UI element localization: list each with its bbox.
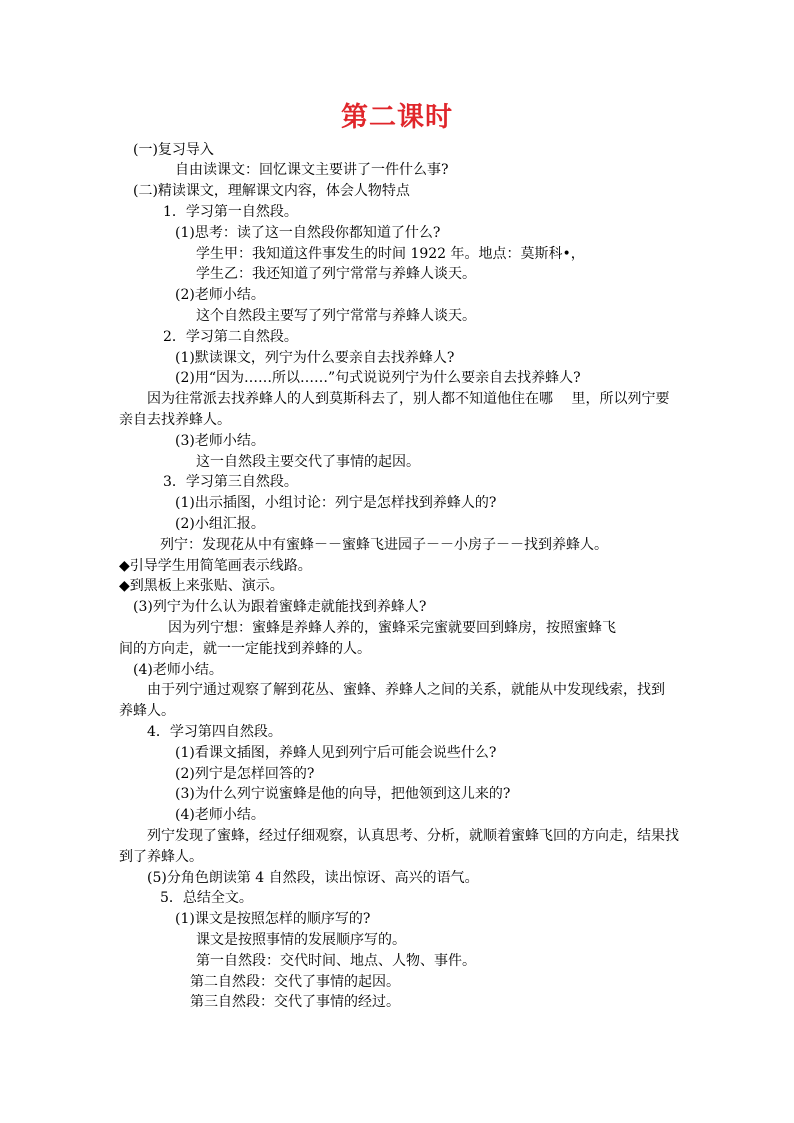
text-line: 第三自然段：交代了事情的经过。 [190, 994, 400, 1010]
text-line: 1．学习第一自然段。 [163, 204, 298, 220]
text-line: 到了养蜂人。 [119, 849, 203, 865]
text-line: (1)课文是按照怎样的顺序写的? [175, 911, 371, 927]
text-line: (1)思考：读了这一自然段你都知道了什么? [175, 225, 441, 241]
text-line: (5)分角色朗读第 4 自然段，读出惊讶、高兴的语气。 [147, 870, 479, 886]
text-line: (4)老师小结。 [175, 807, 265, 823]
text-line: (2)用“因为……所以……”句式说说列宁为什么要亲自去找养蜂人? [175, 370, 581, 386]
text-line: (2)老师小结。 [175, 287, 265, 303]
text-line: (3)为什么列宁说蜜蜂是他的向导，把他领到这儿来的? [175, 786, 511, 802]
text-line: (3)老师小结。 [175, 433, 265, 449]
text-line: 5．总结全文。 [160, 890, 253, 906]
text-line: (1)出示插图，小组讨论：列宁是怎样找到养蜂人的? [175, 495, 497, 511]
text-line: 自由读课文：回忆课文主要讲了一件什么事? [175, 162, 449, 178]
text-line: 这个自然段主要写了列宁常常与养蜂人谈天。 [196, 308, 476, 324]
text-line: (4)老师小结。 [133, 662, 223, 678]
text-line: 亲自去找养蜂人。 [119, 412, 231, 428]
text-line: 学生甲：我知道这件事发生的时间 1922 年。地点：莫斯科•， [196, 246, 585, 262]
text-line: 学生乙：我还知道了列宁常常与养蜂人谈天。 [196, 266, 476, 282]
text-line: 这一自然段主要交代了事情的起因。 [196, 454, 420, 470]
text-line: (二)精读课文，理解课文内容，体会人物特点 [133, 183, 410, 199]
text-line: 因为列宁想：蜜蜂是养蜂人养的，蜜蜂采完蜜就要回到蜂房，按照蜜蜂飞 [168, 620, 616, 636]
text-line: (1)看课文插图，养蜂人见到列宁后可能会说些什么? [175, 745, 497, 761]
text-line: 列宁：发现花从中有蜜蜂－－蜜蜂飞进园子－－小房子－－找到养蜂人。 [160, 537, 608, 553]
text-line: ◆引导学生用简笔画表示线路。 [119, 558, 312, 574]
text-line: 4．学习第四自然段。 [147, 724, 282, 740]
text-line: 2．学习第二自然段。 [163, 329, 298, 345]
text-line: ◆到黑板上来张贴、演示。 [119, 578, 284, 594]
text-line: 养蜂人。 [119, 703, 175, 719]
text-line: 第一自然段：交代时间、地点、人物、事件。 [196, 953, 476, 969]
text-line: 3．学习第三自然段。 [163, 474, 298, 490]
text-line: 间的方向走，就一一定能找到养蜂的人。 [119, 641, 371, 657]
text-line: 第二自然段：交代了事情的起因。 [190, 974, 400, 990]
text-line: 列宁发现了蜜蜂，经过仔细观察，认真思考、分析，就顺着蜜蜂飞回的方向走，结果找 [147, 828, 679, 844]
text-line: (2)列宁是怎样回答的? [175, 766, 315, 782]
text-line: 因为往常派去找养蜂人的人到莫斯科去了，别人都不知道他住在哪 里，所以列宁要 [147, 391, 670, 407]
page-title: 第二课时 [341, 102, 453, 133]
text-line: (3)列宁为什么认为跟着蜜蜂走就能找到养蜂人? [133, 599, 427, 615]
text-line: 课文是按照事情的发展顺序写的。 [196, 932, 406, 948]
text-line: (1)默读课文，列宁为什么要亲自去找养蜂人? [175, 350, 455, 366]
text-line: (2)小组汇报。 [175, 516, 265, 532]
text-line: 由于列宁通过观察了解到花丛、蜜蜂、养蜂人之间的关系，就能从中发现线索，找到 [147, 682, 665, 698]
text-line: (一)复习导入 [133, 142, 214, 158]
